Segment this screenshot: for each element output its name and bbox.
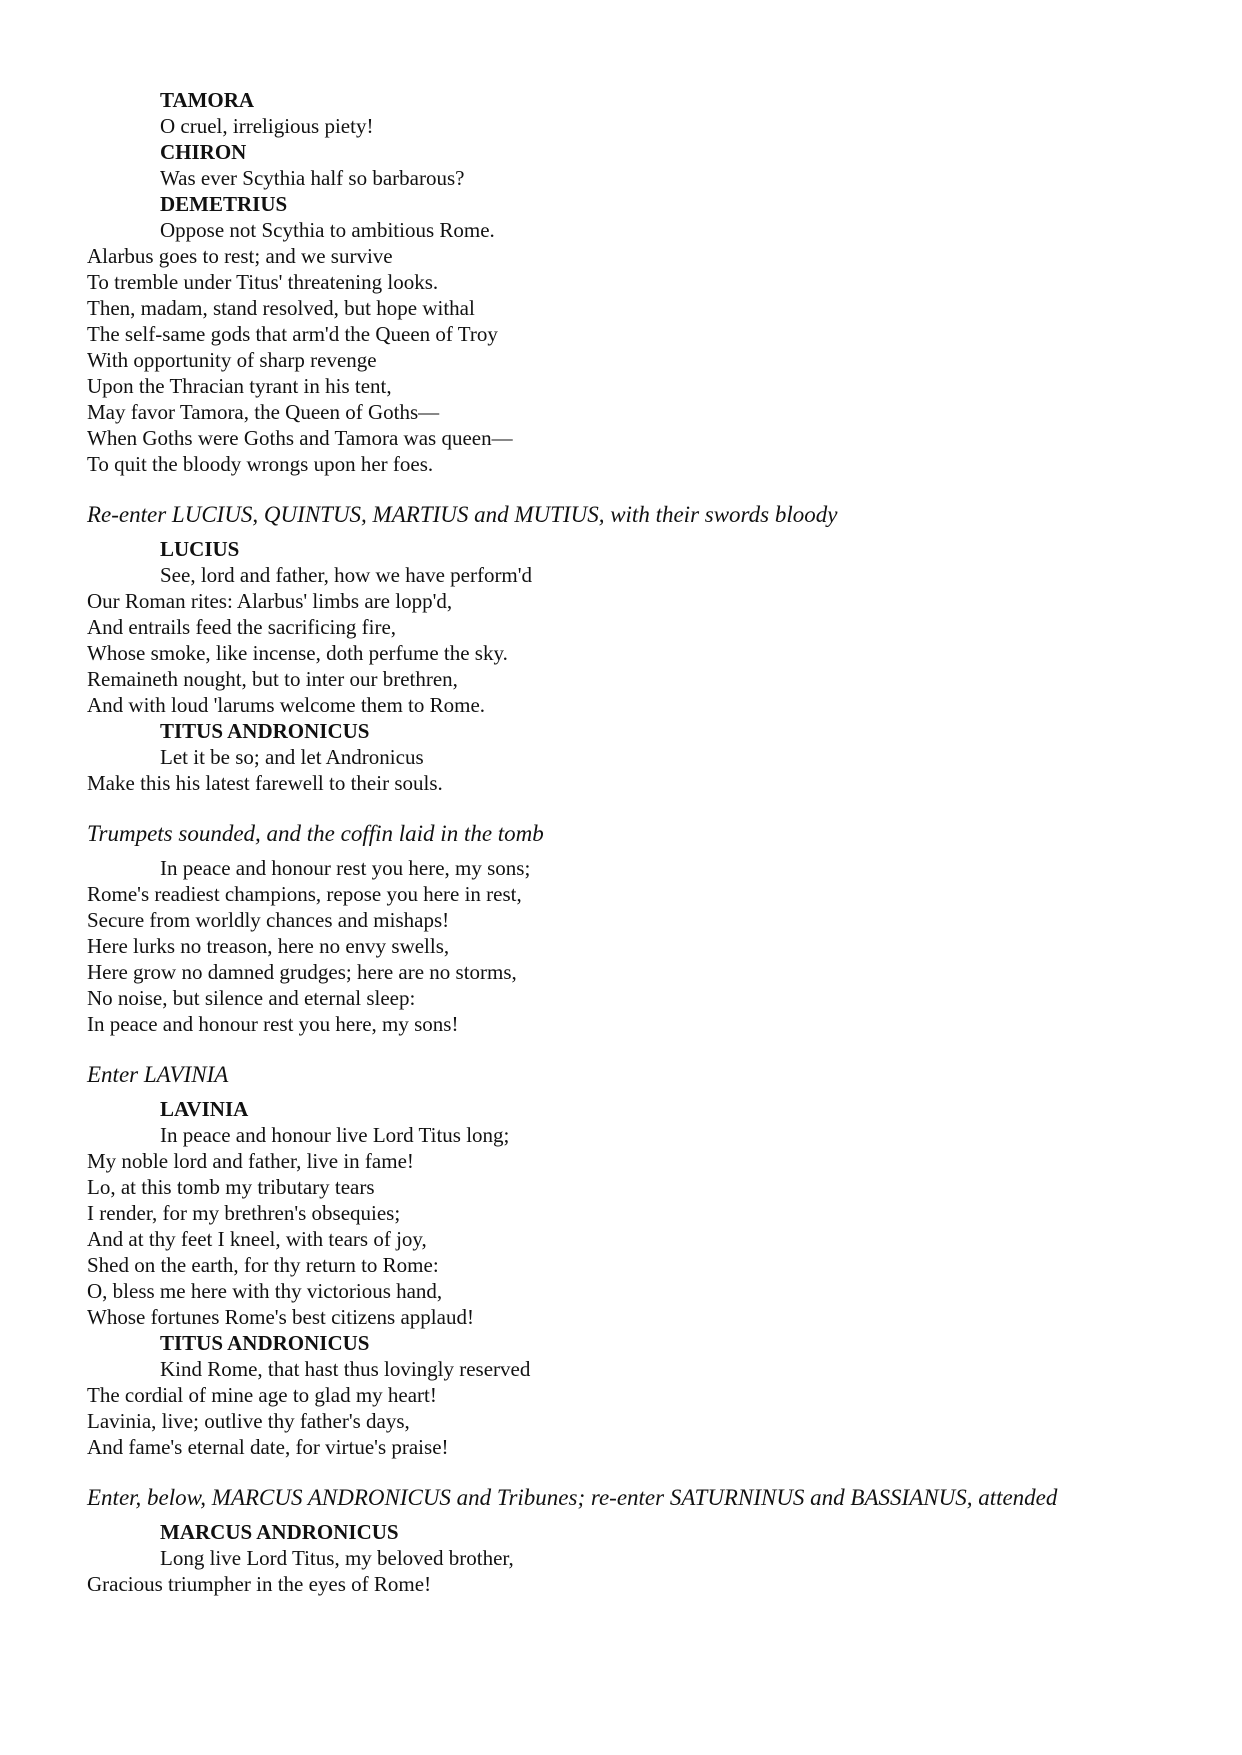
verse-line: Gracious triumpher in the eyes of Rome! xyxy=(87,1572,432,1596)
verse-line: O cruel, irreligious piety! xyxy=(160,114,374,138)
verse-line: Secure from worldly chances and mishaps! xyxy=(87,908,450,932)
stage-direction: Enter, below, MARCUS ANDRONICUS and Tribunes; re-enter SATURNINUS and BASSIANUS, attended xyxy=(87,1485,1058,1510)
speaker-name: LAVINIA xyxy=(160,1097,249,1121)
verse-line: Let it be so; and let Andronicus xyxy=(160,745,424,769)
play-text-page xyxy=(87,87,1207,1597)
speaker-name: TITUS ANDRONICUS xyxy=(160,719,370,743)
verse-line: In peace and honour live Lord Titus long; xyxy=(160,1123,510,1147)
stage-direction: Re-enter LUCIUS, QUINTUS, MARTIUS and MUTIUS, with their swords bloody xyxy=(87,502,838,527)
verse-line: And with loud 'larums welcome them to Rome. xyxy=(87,693,486,717)
speaker-name: MARCUS ANDRONICUS xyxy=(160,1520,399,1544)
verse-line: To quit the bloody wrongs upon her foes. xyxy=(87,452,434,476)
verse-line: Oppose not Scythia to ambitious Rome. xyxy=(160,218,495,242)
verse-line: Whose fortunes Rome's best citizens applaud! xyxy=(87,1305,474,1329)
stage-direction: Enter LAVINIA xyxy=(87,1062,229,1087)
speaker-name: TITUS ANDRONICUS xyxy=(160,1331,370,1355)
stage-direction: Trumpets sounded, and the coffin laid in the tomb xyxy=(87,821,544,846)
stage-spacer xyxy=(87,796,1207,820)
stage-spacer xyxy=(87,1512,1207,1519)
verse-line: Was ever Scythia half so barbarous? xyxy=(160,166,465,190)
verse-line: And entrails feed the sacrificing fire, xyxy=(87,615,397,639)
speaker-name: LUCIUS xyxy=(160,537,240,561)
speaker-name: DEMETRIUS xyxy=(160,192,288,216)
verse-line: I render, for my brethren's obsequies; xyxy=(87,1201,401,1225)
verse-line: The self-same gods that arm'd the Queen of Troy xyxy=(87,322,498,346)
verse-line: The cordial of mine age to glad my heart! xyxy=(87,1383,437,1407)
verse-line: Whose smoke, like incense, doth perfume the sky. xyxy=(87,641,508,665)
verse-line: In peace and honour rest you here, my sons; xyxy=(160,856,531,880)
stage-spacer xyxy=(87,529,1207,536)
verse-line: Here grow no damned grudges; here are no storms, xyxy=(87,960,517,984)
stage-spacer xyxy=(87,1037,1207,1061)
verse-line: Kind Rome, that hast thus lovingly reserved xyxy=(160,1357,531,1381)
verse-line: And at thy feet I kneel, with tears of joy, xyxy=(87,1227,427,1251)
verse-line: Remaineth nought, but to inter our brethren, xyxy=(87,667,458,691)
verse-line: See, lord and father, how we have perform'd xyxy=(160,563,533,587)
verse-line: My noble lord and father, live in fame! xyxy=(87,1149,414,1173)
verse-line: Alarbus goes to rest; and we survive xyxy=(87,244,393,268)
stage-spacer xyxy=(87,1460,1207,1484)
verse-line: Our Roman rites: Alarbus' limbs are lopp'd, xyxy=(87,589,453,613)
verse-line: Long live Lord Titus, my beloved brother, xyxy=(160,1546,514,1570)
verse-line: When Goths were Goths and Tamora was queen— xyxy=(87,426,513,450)
verse-line: Rome's readiest champions, repose you here in rest, xyxy=(87,882,522,906)
verse-line: Then, madam, stand resolved, but hope withal xyxy=(87,296,475,320)
verse-line: No noise, but silence and eternal sleep: xyxy=(87,986,416,1010)
verse-line: Lavinia, live; outlive thy father's days, xyxy=(87,1409,410,1433)
verse-line: To tremble under Titus' threatening looks. xyxy=(87,270,439,294)
verse-line: Here lurks no treason, here no envy swells, xyxy=(87,934,450,958)
verse-line: Upon the Thracian tyrant in his tent, xyxy=(87,374,392,398)
verse-line: Make this his latest farewell to their souls. xyxy=(87,771,443,795)
verse-line: Lo, at this tomb my tributary tears xyxy=(87,1175,375,1199)
verse-line: May favor Tamora, the Queen of Goths— xyxy=(87,400,440,424)
speaker-name: TAMORA xyxy=(160,88,255,112)
stage-spacer xyxy=(87,848,1207,855)
stage-spacer xyxy=(87,1089,1207,1096)
stage-spacer xyxy=(87,477,1207,501)
verse-line: With opportunity of sharp revenge xyxy=(87,348,377,372)
verse-line: O, bless me here with thy victorious hand, xyxy=(87,1279,443,1303)
verse-line: And fame's eternal date, for virtue's praise! xyxy=(87,1435,449,1459)
verse-line: Shed on the earth, for thy return to Rome: xyxy=(87,1253,439,1277)
verse-line: In peace and honour rest you here, my sons! xyxy=(87,1012,459,1036)
speaker-name: CHIRON xyxy=(160,140,247,164)
